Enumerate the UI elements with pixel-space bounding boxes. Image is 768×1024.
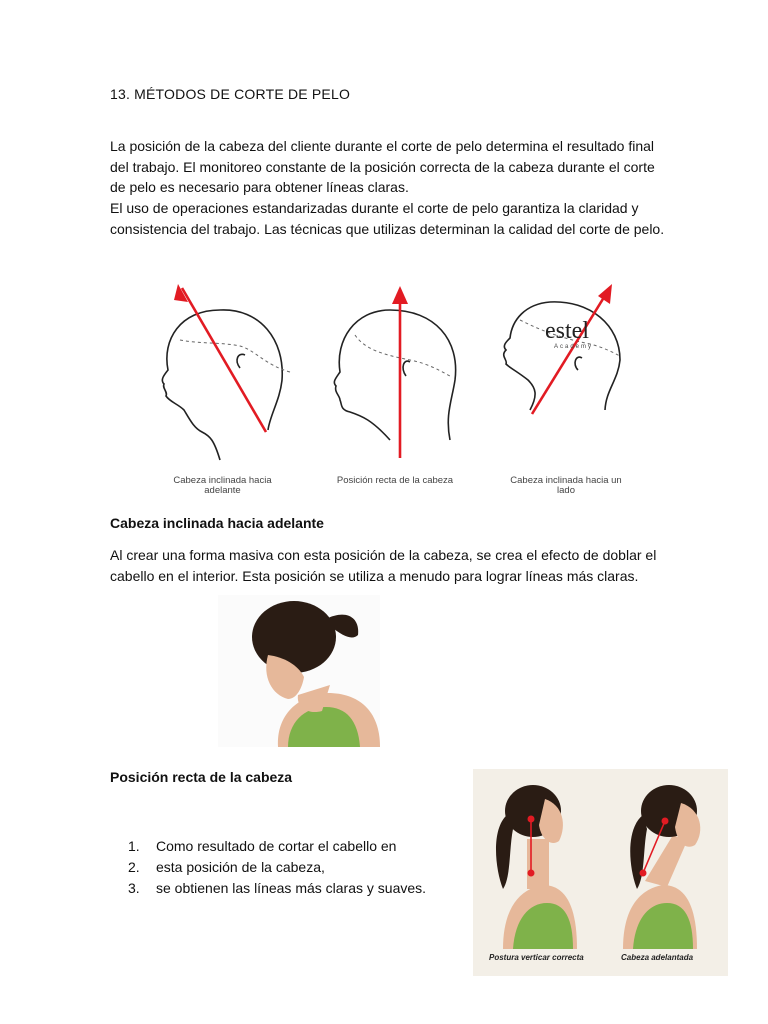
head-straight-outline [334,310,455,440]
intro-paragraph [110,136,670,240]
intro-text-2: El uso de operaciones estandarizadas durante el corte de pelo garantiza la claridad y consistencia del trabajo. Las técnicas que utilizas determinan la calidad del corte de pelo. [110,200,665,237]
intro-text-1: La posición de la cabeza del cliente durante el corte de pelo determina el resultado final del trabajo. El monitoreo constante de la posición correcta de la cabeza durante el corte de pelo es necesario para obtener líneas claras. [110,138,655,196]
estel-logo-sub: Academy [554,344,594,350]
photo-head-bowed-svg [218,595,380,747]
head-positions-figure [150,280,640,500]
section-heading-forward: Cabeza inclinada hacia adelante [110,515,324,531]
section-heading-straight: Posición recta de la cabeza [110,769,293,785]
photo-postures-svg [473,769,728,976]
head-forward-outline [162,310,290,460]
list-item: 2. esta posición de la cabeza, [128,859,325,875]
caption-side: Cabeza inclinada hacia un lado [510,475,622,496]
photo-head-bowed [218,595,380,747]
section-forward-text: Al crear una forma masiva con esta posición de la cabeza, se crea el efecto de doblar el cabello en el interior. Esta posición se utiliza a menudo para lograr líneas más claras. [110,547,657,584]
straight-position-list [128,836,426,899]
caption-forward: Cabeza inclinada hacia adelante [173,475,272,496]
estel-logo: estel [545,318,589,344]
caption-straight: Posición recta de la cabeza [336,475,454,486]
list-item: 3. se obtienen las líneas más claras y suaves. [128,880,427,896]
head-diagrams-svg [150,280,640,500]
photo-postures [473,769,728,976]
caption-forward-head: Cabeza adelantada [621,953,694,962]
arrowhead-side-icon [598,284,612,304]
page-title: 13. MÉTODOS DE CORTE DE PELO [110,86,351,102]
caption-correct-posture: Postura verticar correcta [489,953,584,962]
list-item: 1. Como resultado de cortar el cabello en [128,838,397,854]
arrowhead-straight-icon [392,286,408,304]
arrow-side [532,294,606,414]
